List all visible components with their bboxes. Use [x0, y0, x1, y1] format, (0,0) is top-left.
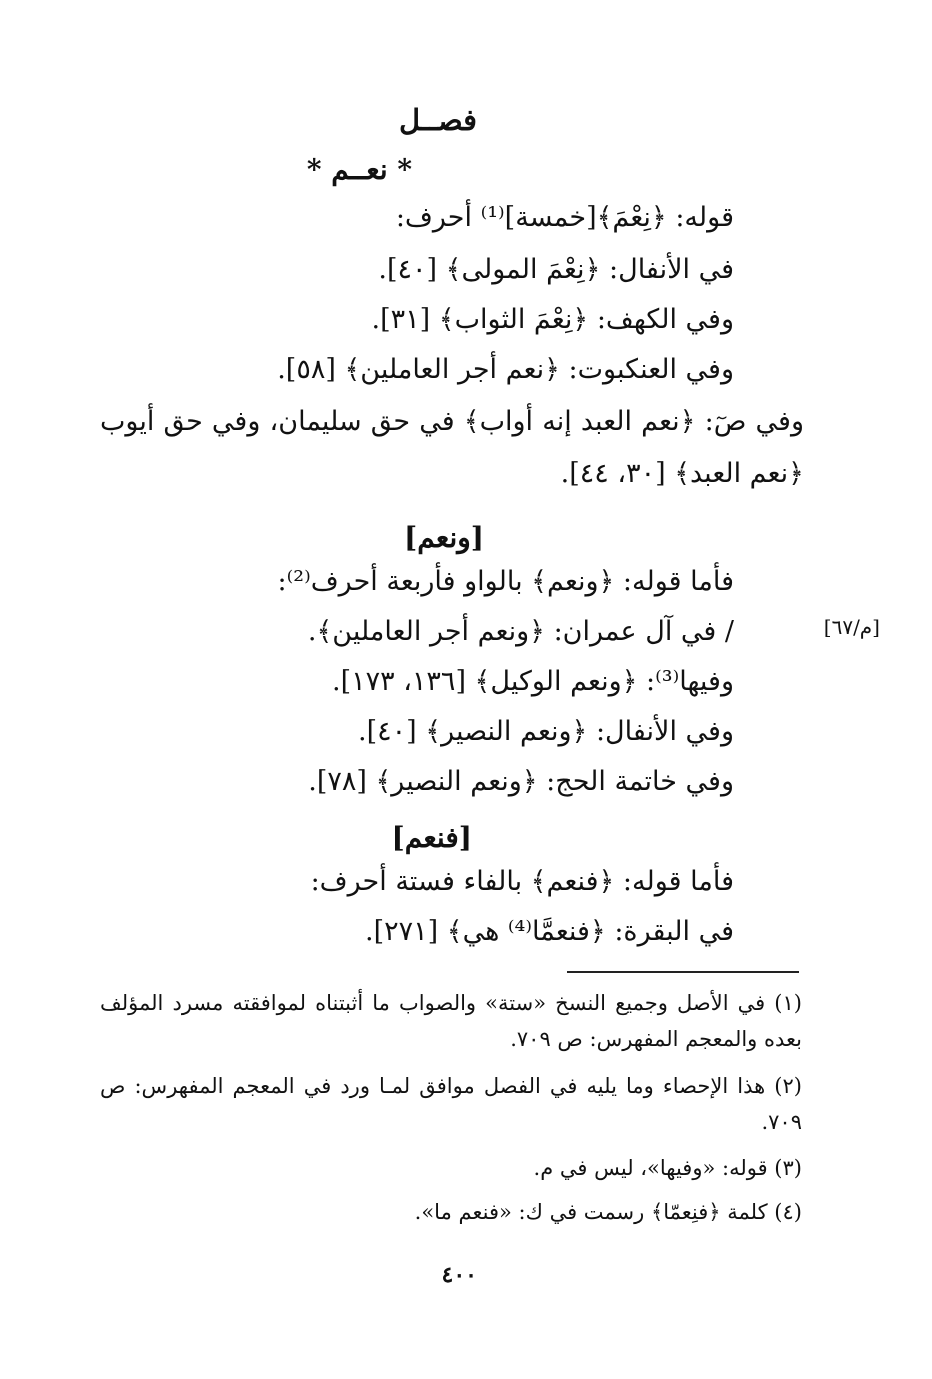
text-line-2: في الأنفال: ﴿نِعْمَ المولى﴾ [٤٠].: [378, 254, 734, 285]
chapter-heading: فصــل: [399, 103, 477, 137]
margin-note: [م/٦٧]: [823, 615, 880, 639]
footnote-1: (١) في الأصل وجميع النسخ «ستة» والصواب ما أثبتناه لموافقته مسرد المؤلف بعده والمعجم المفهرس: ص ٧٠٩.: [100, 991, 802, 1051]
footnote-3: (٣) قوله: «وفيها»، ليس في م.: [533, 1156, 802, 1180]
fanam-line-2: في البقرة: ﴿فنعمَّا⁽⁴⁾ هي﴾ [٢٧١].: [365, 916, 734, 947]
section-heading-wanam: [ونعم]: [404, 521, 484, 554]
footnote-4: (٤) كلمة ﴿فنِعمّا﴾ رسمت في ك: «فنعم ما».: [414, 1200, 802, 1224]
text-line-4: وفي العنكبوت: ﴿نعم أجر العاملين﴾ [٥٨].: [277, 354, 734, 385]
wanam-line-3: وفيها⁽³⁾: ﴿ونعم الوكيل﴾ [١٣٦، ١٧٣].: [331, 666, 734, 697]
wanam-line-2: / في آل عمران: ﴿ونعم أجر العاملين﴾.: [307, 616, 734, 647]
wanam-line-5: وفي خاتمة الحج: ﴿ونعم النصير﴾ [٧٨].: [308, 766, 734, 797]
text-line-1: قوله: ﴿نِعْمَ﴾[خمسة]⁽¹⁾ أحرف:: [395, 202, 734, 233]
entry-heading: * نعــم *: [306, 153, 412, 186]
section-heading-fanam: [فنعم]: [391, 821, 472, 854]
wanam-line-1: فأما قوله: ﴿ونعم﴾ بالواو فأربعة أحرف⁽²⁾:: [277, 566, 734, 597]
fanam-line-1: فأما قوله: ﴿فنعم﴾ بالفاء فستة أحرف:: [310, 866, 734, 897]
text-line-3: وفي الكهف: ﴿نِعْمَ الثواب﴾ [٣١].: [371, 304, 734, 335]
text-paragraph-5: وفي صٓ: ﴿نعم العبد إنه أواب﴾ في حق سليمان، وفي حق أيوب ﴿نعم العبد﴾ [٣٠، ٤٤].: [100, 406, 804, 489]
footnote-2: (٢) هذا الإحصاء وما يليه في الفصل موافق لمـا ورد في المعجم المفهرس: ص ٧٠٩.: [100, 1074, 802, 1134]
wanam-line-4: وفي الأنفال: ﴿ونعم النصير﴾ [٤٠].: [358, 716, 734, 747]
footnote-separator: [567, 971, 799, 973]
page-number: ٤٠٠: [441, 1262, 477, 1288]
